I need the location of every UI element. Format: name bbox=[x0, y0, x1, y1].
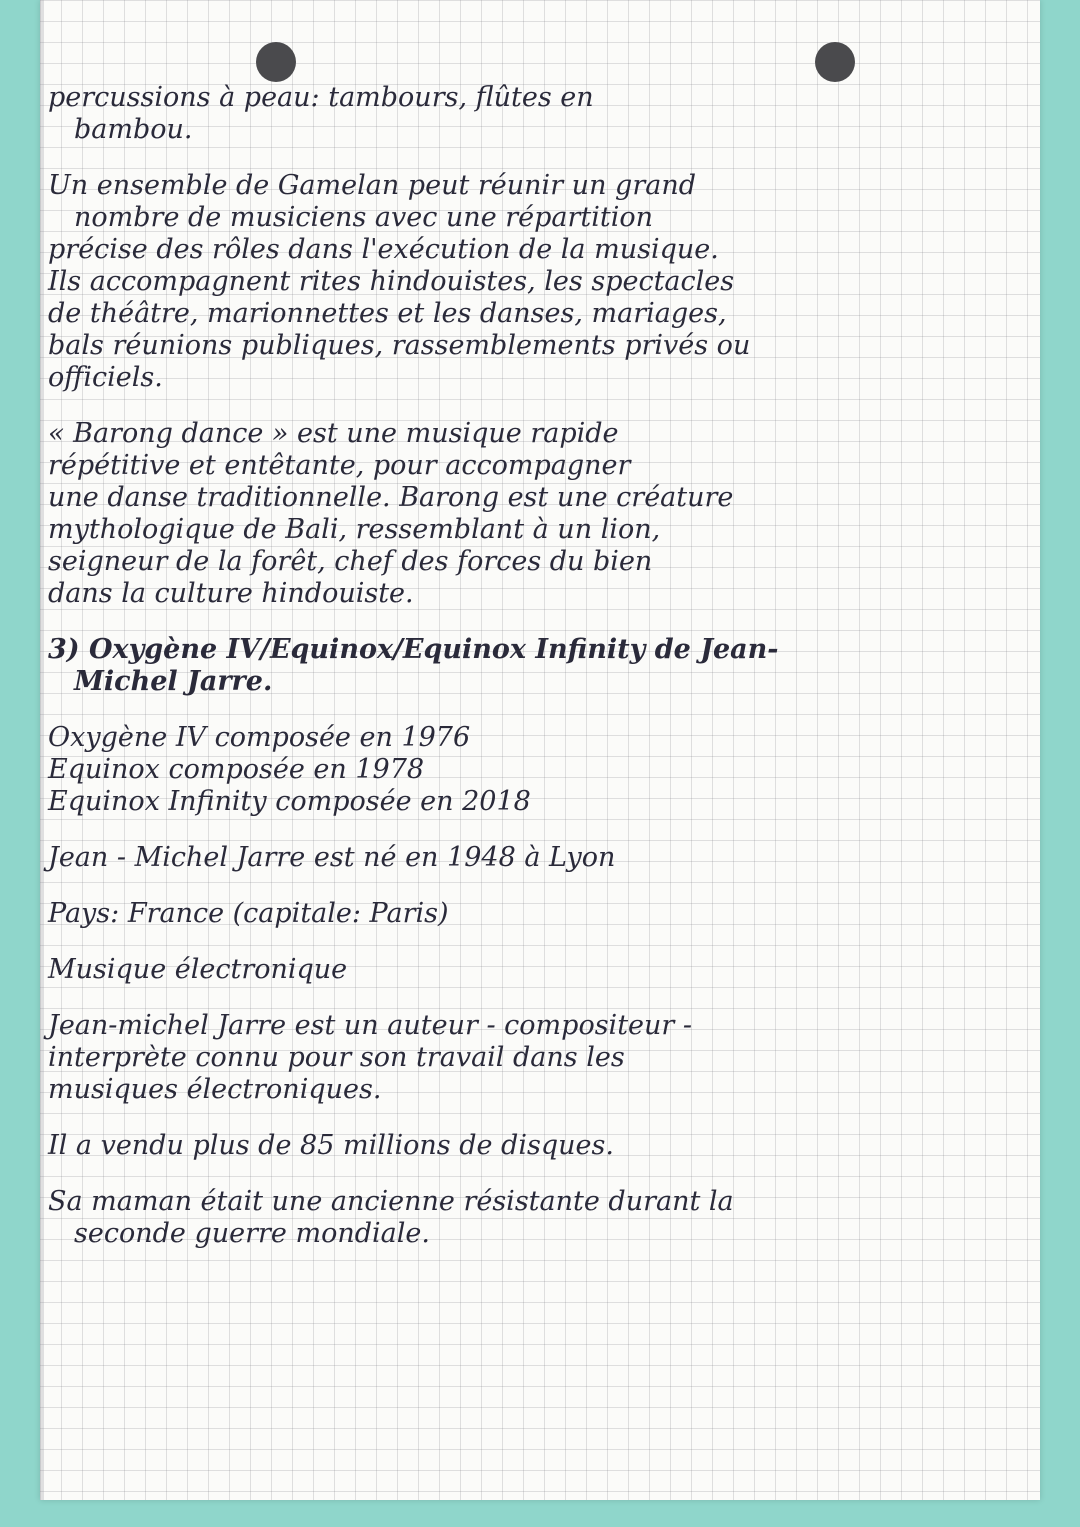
text-line: seigneur de la forêt, chef des forces du bien bbox=[48, 546, 653, 577]
text-line: Oxygène IV composée en 1976 bbox=[48, 722, 471, 753]
margin-line bbox=[40, 0, 44, 1500]
text-line: de théâtre, marionnettes et les danses, mariages, bbox=[48, 298, 727, 329]
paragraph-barong bbox=[48, 418, 1023, 610]
text-line: musiques électroniques. bbox=[48, 1074, 382, 1105]
text-line: une danse traditionnelle. Barong est une créature bbox=[48, 482, 734, 513]
text-line: précise des rôles dans l'exécution de la musique. bbox=[48, 234, 719, 265]
section-heading-jarre bbox=[48, 634, 1023, 698]
text-line: Jean - Michel Jarre est né en 1948 à Lyon bbox=[48, 842, 616, 873]
paragraph-mother bbox=[48, 1186, 1023, 1250]
text-line: Il a vendu plus de 85 millions de disques. bbox=[48, 1130, 614, 1161]
text-line: Jean-michel Jarre est un auteur - compositeur - bbox=[48, 1010, 693, 1041]
paragraph-genre bbox=[48, 954, 1023, 986]
text-line: Pays: France (capitale: Paris) bbox=[48, 898, 449, 929]
text-line: seconde guerre mondiale. bbox=[74, 1218, 430, 1249]
text-line: Sa maman était une ancienne résistante durant la bbox=[48, 1186, 734, 1217]
text-line: mythologique de Bali, ressemblant à un lion, bbox=[48, 514, 661, 545]
text-line: Musique électronique bbox=[48, 954, 348, 985]
paragraph-gamelan bbox=[48, 170, 1023, 394]
paragraph-percussions bbox=[48, 82, 1023, 146]
notebook-sheet bbox=[40, 0, 1040, 1500]
text-line: Equinox Infinity composée en 2018 bbox=[48, 786, 531, 817]
punch-hole-right bbox=[815, 42, 855, 82]
text-line: répétitive et entêtante, pour accompagner bbox=[48, 450, 631, 481]
text-line: Un ensemble de Gamelan peut réunir un grand bbox=[48, 170, 696, 201]
paragraph-country bbox=[48, 898, 1023, 930]
text-line: percussions à peau: tambours, flûtes en bbox=[48, 82, 594, 113]
paragraph-bio bbox=[48, 1010, 1023, 1106]
paragraph-sales bbox=[48, 1130, 1023, 1162]
text-line: Ils accompagnent rites hindouistes, les spectacles bbox=[48, 266, 735, 297]
text-line: bambou. bbox=[74, 114, 193, 145]
paragraph-birth bbox=[48, 842, 1023, 874]
heading-line: Michel Jarre. bbox=[74, 666, 273, 697]
paragraph-dates bbox=[48, 722, 1023, 818]
text-line: interprète connu pour son travail dans les bbox=[48, 1042, 625, 1073]
handwritten-notes bbox=[48, 82, 1023, 1274]
punch-hole-left bbox=[256, 42, 296, 82]
text-line: « Barong dance » est une musique rapide bbox=[48, 418, 619, 449]
text-line: Equinox composée en 1978 bbox=[48, 754, 425, 785]
text-line: nombre de musiciens avec une répartition bbox=[74, 202, 654, 233]
text-line: bals réunions publiques, rassemblements privés ou bbox=[48, 330, 751, 361]
text-line: officiels. bbox=[48, 362, 163, 393]
text-line: dans la culture hindouiste. bbox=[48, 578, 414, 609]
heading-line: 3) Oxygène IV/Equinox/Equinox Infinity de Jean- bbox=[48, 634, 779, 665]
